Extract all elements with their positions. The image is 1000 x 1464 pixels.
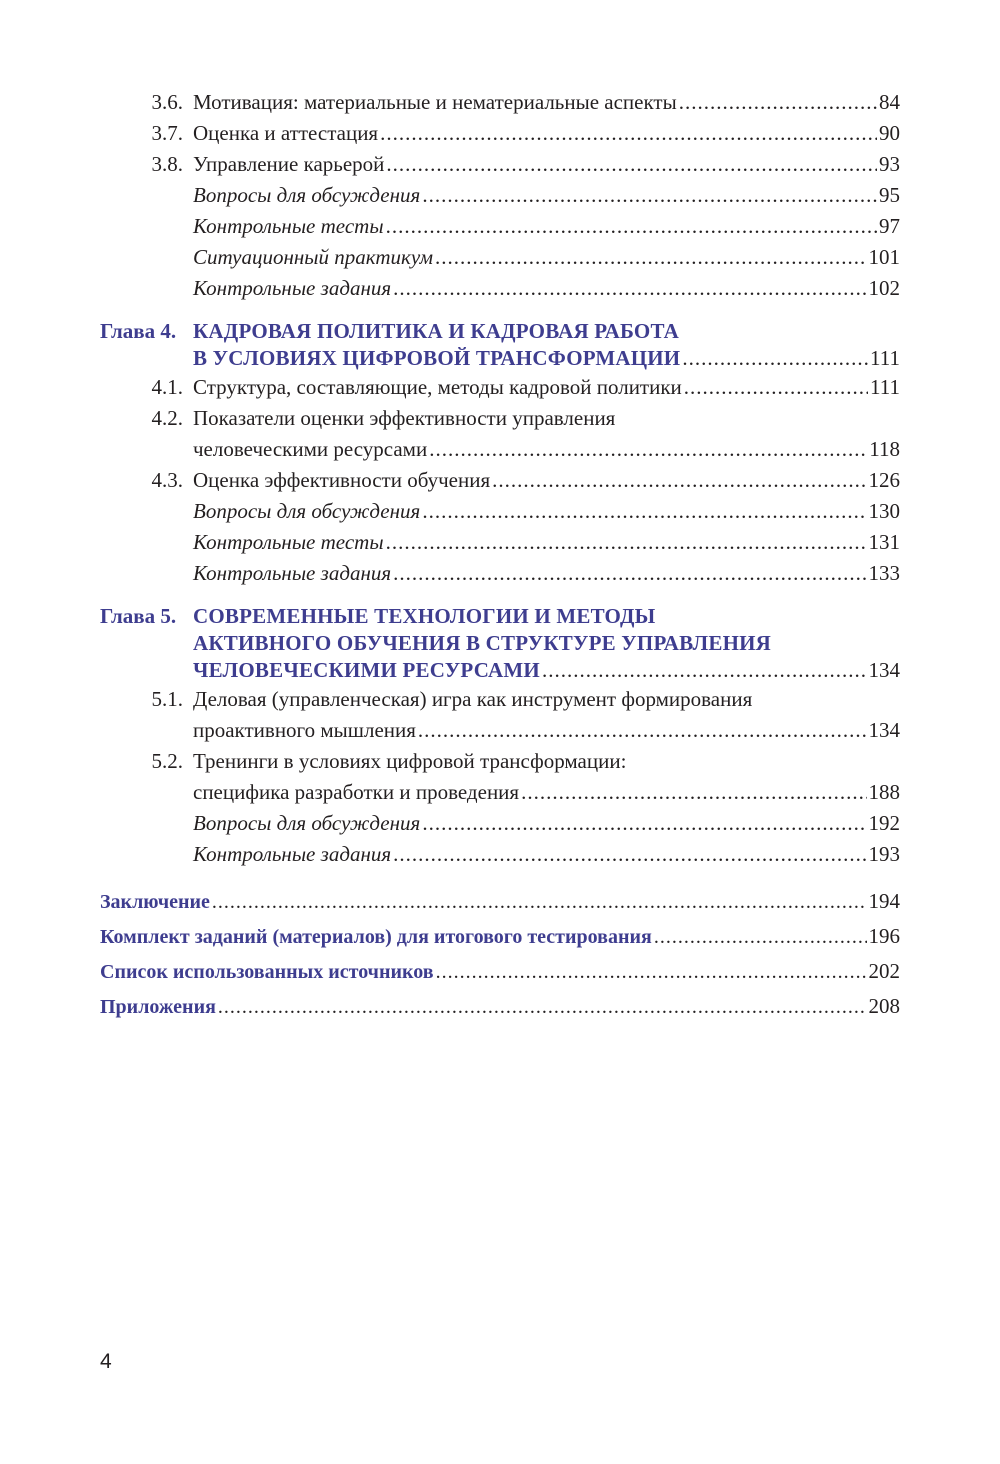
entry-number: 3.6.	[151, 90, 183, 114]
leader-dots	[684, 372, 868, 403]
back-matter-entry[interactable]	[100, 919, 900, 954]
toc-entry[interactable]	[100, 87, 900, 118]
entry-page: 90	[879, 121, 900, 145]
leader-dots	[393, 273, 866, 304]
entry-number: 5.2.	[151, 749, 183, 773]
chapter-5-heading[interactable]	[100, 603, 900, 684]
chapter-title-line: АКТИВНОГО ОБУЧЕНИЯ В СТРУКТУРЕ УПРАВЛЕНИЯ	[193, 631, 772, 655]
entry-page: 118	[869, 437, 900, 461]
entry-title: Оценка эффективности обучения	[193, 468, 491, 492]
toc-entry[interactable]	[100, 180, 900, 211]
toc-entry[interactable]	[100, 149, 900, 180]
back-matter-entry[interactable]	[100, 954, 900, 989]
back-matter-entry[interactable]	[100, 884, 900, 919]
chapter-title-line: ЧЕЛОВЕЧЕСКИМИ РЕСУРСАМИ	[193, 658, 540, 682]
entry-number: 4.3.	[151, 468, 183, 492]
chapter-title-line: КАДРОВАЯ ПОЛИТИКА И КАДРОВАЯ РАБОТА	[193, 319, 679, 343]
chapter-title-line: СОВРЕМЕННЫЕ ТЕХНОЛОГИИ И МЕТОДЫ	[193, 604, 656, 628]
leader-dots	[435, 242, 866, 273]
toc-entry[interactable]	[100, 465, 900, 496]
entry-title: Вопросы для обсуждения	[193, 499, 421, 523]
entry-page: 130	[868, 499, 900, 523]
leader-dots	[436, 955, 867, 989]
toc-entry[interactable]	[100, 118, 900, 149]
entry-title: Список использованных источников	[100, 961, 434, 983]
entry-title: Контрольные задания	[193, 842, 392, 866]
leader-dots	[542, 657, 867, 684]
leader-dots	[393, 839, 866, 870]
entry-page: 194	[868, 889, 900, 913]
toc-entry[interactable]	[100, 839, 900, 870]
entry-title: Ситуационный практикум	[193, 245, 434, 269]
entry-title: Структура, составляющие, методы кадровой политики	[193, 375, 682, 399]
leader-dots	[418, 715, 867, 746]
toc-entry[interactable]	[100, 496, 900, 527]
entry-page: 131	[868, 530, 900, 554]
toc-entry[interactable]	[100, 808, 900, 839]
entry-page: 97	[879, 214, 900, 238]
toc-entry[interactable]	[100, 372, 900, 403]
leader-dots	[682, 345, 868, 372]
entry-page: 84	[879, 90, 900, 114]
entry-title: Контрольные тесты	[193, 214, 384, 238]
entry-page: 95	[879, 183, 900, 207]
chapter-label: Глава 4.	[100, 319, 177, 343]
toc-entry[interactable]	[100, 242, 900, 273]
entry-page: 111	[870, 346, 900, 370]
entry-title-line: проактивного мышления	[193, 718, 416, 742]
leader-dots	[212, 885, 867, 919]
entry-page: 111	[870, 375, 900, 399]
entry-title: Вопросы для обсуждения	[193, 183, 421, 207]
leader-dots	[422, 496, 866, 527]
entry-number: 3.8.	[151, 152, 183, 176]
entry-number: 4.2.	[151, 406, 183, 430]
table-of-contents	[100, 87, 900, 1024]
leader-dots	[679, 87, 877, 118]
entry-page: 126	[868, 468, 900, 492]
chapter-title-line: В УСЛОВИЯХ ЦИФРОВОЙ ТРАНСФОРМАЦИИ	[193, 346, 681, 370]
entry-page: 134	[868, 718, 900, 742]
leader-dots	[422, 808, 866, 839]
entry-title: Управление карьерой	[193, 152, 385, 176]
entry-title: Контрольные задания	[193, 276, 392, 300]
entry-title: Заключение	[100, 891, 210, 913]
entry-title: Контрольные задания	[193, 561, 392, 585]
entry-number: 4.1.	[151, 375, 183, 399]
toc-entry[interactable]	[100, 558, 900, 589]
entry-number: 3.7.	[151, 121, 183, 145]
entry-title: Комплект заданий (материалов) для итогового тестирования	[100, 926, 652, 948]
leader-dots	[393, 558, 866, 589]
entry-title: Мотивация: материальные и нематериальные аспекты	[193, 90, 677, 114]
leader-dots	[218, 990, 867, 1024]
entry-title-line: специфика разработки и проведения	[193, 780, 520, 804]
toc-entry[interactable]	[100, 684, 900, 746]
chapter-label: Глава 5.	[100, 604, 177, 628]
entry-title-line: Тренинги в условиях цифровой трансформации:	[193, 749, 627, 773]
entry-page: 93	[879, 152, 900, 176]
toc-entry[interactable]	[100, 527, 900, 558]
entry-title: Оценка и аттестация	[193, 121, 379, 145]
leader-dots	[386, 149, 877, 180]
entry-page: 101	[868, 245, 900, 269]
entry-title: Вопросы для обсуждения	[193, 811, 421, 835]
entry-page: 133	[868, 561, 900, 585]
leader-dots	[654, 920, 867, 954]
entry-page: 208	[868, 994, 900, 1018]
entry-page: 102	[868, 276, 900, 300]
toc-entry[interactable]	[100, 211, 900, 242]
entry-title: Контрольные тесты	[193, 530, 384, 554]
leader-dots	[380, 118, 877, 149]
page-number: 4	[100, 1350, 112, 1373]
leader-dots	[422, 180, 877, 211]
entry-page: 134	[868, 658, 900, 682]
leader-dots	[429, 434, 867, 465]
toc-entry[interactable]	[100, 403, 900, 465]
entry-page: 196	[868, 924, 900, 948]
leader-dots	[492, 465, 866, 496]
back-matter-entry[interactable]	[100, 989, 900, 1024]
entry-page: 192	[868, 811, 900, 835]
entry-page: 193	[868, 842, 900, 866]
toc-entry[interactable]	[100, 273, 900, 304]
entry-number: 5.1.	[151, 687, 183, 711]
toc-entry[interactable]	[100, 746, 900, 808]
entry-title-line: Показатели оценки эффективности управления	[193, 406, 616, 430]
leader-dots	[386, 211, 877, 242]
leader-dots	[386, 527, 867, 558]
entry-title: Приложения	[100, 996, 216, 1018]
leader-dots	[521, 777, 866, 808]
entry-title-line: Деловая (управленческая) игра как инструмент формирования	[193, 687, 753, 711]
entry-page: 188	[868, 780, 900, 804]
chapter-4-heading[interactable]	[100, 318, 900, 372]
entry-title-line: человеческими ресурсами	[193, 437, 428, 461]
entry-page: 202	[868, 959, 900, 983]
